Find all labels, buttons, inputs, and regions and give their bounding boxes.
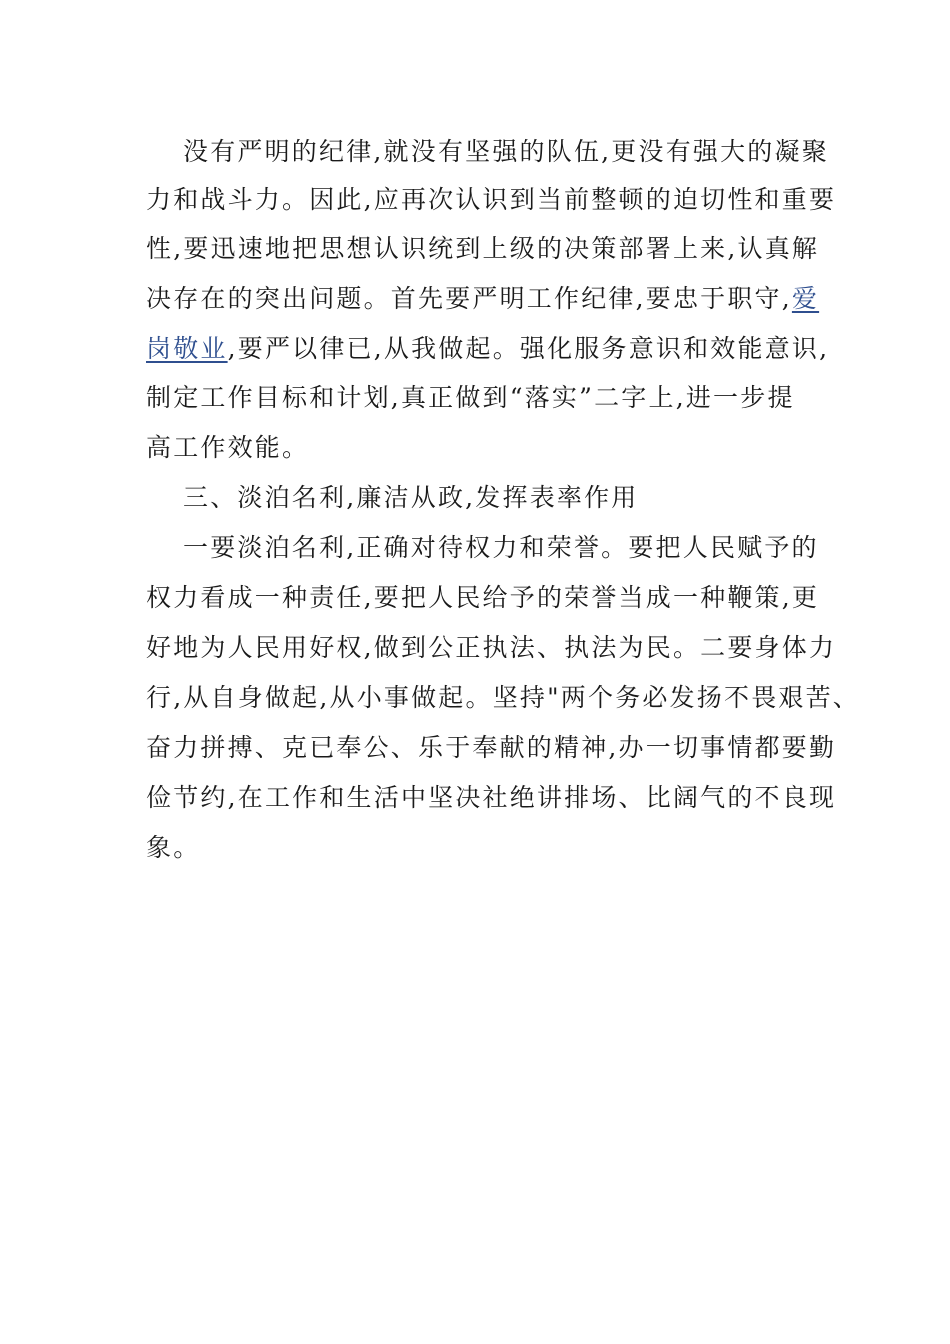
paragraph-2-line-2: 权力看成一种责任,要把人民给予的荣誉当成一种鞭策,更: [146, 583, 820, 612]
paragraph-1-line-5-text: ,要严以律已,从我做起。强化服务意识和效能意识,: [227, 334, 830, 363]
paragraph-1-line-7: 高工作效能。: [146, 433, 310, 462]
aigang-jingye-link-start[interactable]: 爱: [791, 284, 820, 313]
paragraph-1-line-5: [146, 334, 829, 364]
paragraph-1-line-6: 制定工作目标和计划,真正做到“落实”二字上,进一步提: [146, 383, 795, 412]
paragraph-2-line-6: 俭节约,在工作和生活中坚决社绝讲排场、比阔气的不良现: [146, 783, 837, 812]
section-heading: 三、淡泊名利,廉洁从政,发挥表率作用: [183, 483, 639, 512]
paragraph-1-line-4: [146, 284, 819, 314]
paragraph-1-line-4-text: 决存在的突出问题。首先要严明工作纪律,要忠于职守,: [146, 284, 792, 313]
paragraph-2-line-1: 一要淡泊名利,正确对待权力和荣誉。要把人民赋予的: [183, 533, 819, 562]
paragraph-1-line-1: 没有严明的纪律,就没有坚强的队伍,更没有强大的凝聚: [183, 137, 829, 166]
paragraph-1-line-2: 力和战斗力。因此,应再次认识到当前整顿的迫切性和重要: [146, 185, 837, 214]
paragraph-2-line-5: 奋力拼搏、克已奉公、乐于奉献的精神,办一切事情都要勤: [146, 733, 837, 762]
paragraph-1-line-3: 性,要迅速地把思想认识统到上级的决策部署上来,认真解: [146, 234, 820, 263]
paragraph-2-line-4: 行,从自身做起,从小事做起。坚持"两个务必发扬不畏艰苦、: [146, 683, 860, 712]
paragraph-2-line-7: 象。: [146, 833, 201, 862]
aigang-jingye-link-end[interactable]: 岗敬业: [146, 334, 228, 363]
paragraph-2-line-3: 好地为人民用好权,做到公正执法、执法为民。二要身体力: [146, 633, 837, 662]
